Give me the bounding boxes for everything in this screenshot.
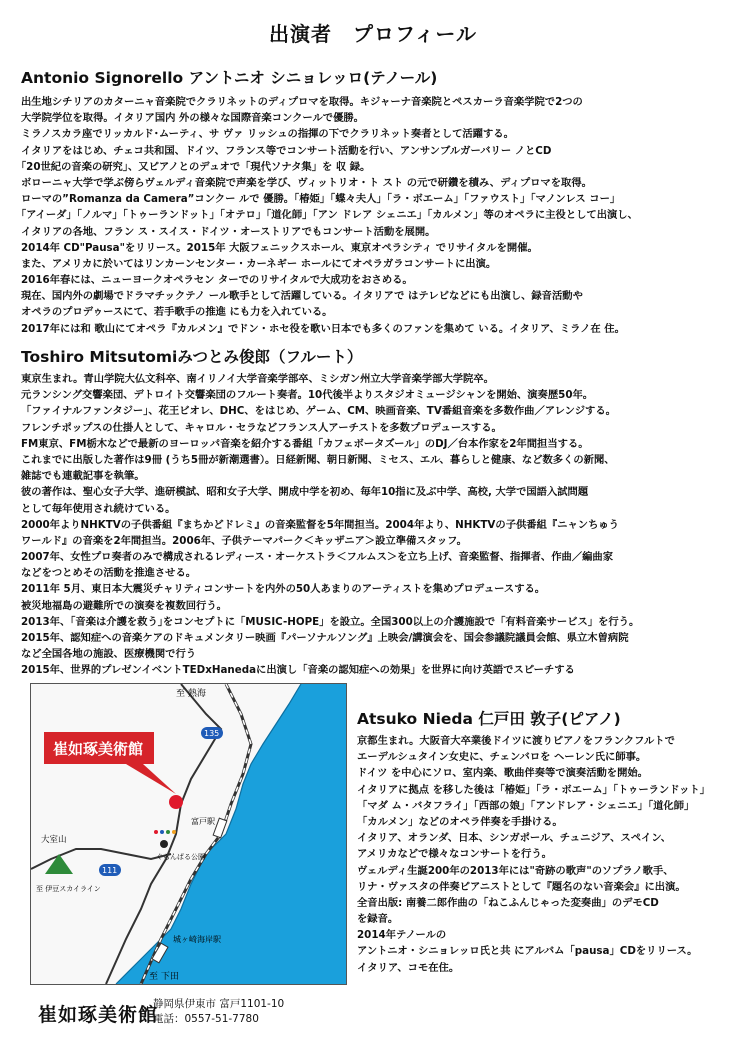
svg-text:富戸駅: 富戸駅 [191, 817, 215, 826]
bio-line: エーデルシュタイン女史に、チェンバロを ヘーレン氏に師事。 [357, 751, 647, 764]
svg-text:至 伊豆スカイライン: 至 伊豆スカイライン [36, 885, 101, 893]
bio-line: イタリアに拠点 を移した後は「椿姫」「ラ・ボエーム」「トゥーランドット」 [357, 783, 711, 796]
bio-line: などをつとめその活動を推進させる。 [21, 567, 197, 580]
bio-line: 2007年、女性プロ奏者のみで構成されるレディース・オーケストラ＜フルムス＞を立ち上げ、音楽監督、指揮者、作曲／編曲家 [21, 551, 613, 564]
bio-line: 雑誌でも連載記事を執筆。 [21, 470, 145, 483]
bio-line: ミラノスカラ座でリッカルド･ムーティ、サ ヴァ リッシュの指揮の下でクラリネット奏者として活躍する。 [21, 128, 514, 141]
svg-text:城ヶ崎海岸駅: 城ヶ崎海岸駅 [173, 935, 221, 944]
svg-text:大室山: 大室山 [41, 835, 67, 845]
bio-line: 大学院学位を取得。イタリア国内 外の様々な国際音楽コンクールで優勝。 [21, 112, 364, 125]
bio-line: ドイツ を中心にソロ、室内楽、歌曲伴奏等で演奏活動を開始。 [357, 767, 648, 780]
bio-line: 全音出版: 南養二郎作曲の「ねこふんじゃった変奏曲」のデモCD [357, 896, 659, 909]
bio-line: ボローニャ大学で学ぶ傍らヴェルディ音楽院で声楽を学び、ヴィットリオ・ト スト の元で研鑽を積み、ディプロマを取得。 [21, 176, 592, 189]
bio-line: 出生地シチリアのカターニャ音楽院でクラリネットのディプロマを取得。キジャーナ音楽院とペスカーラ音楽学院で2つの [21, 96, 583, 108]
bio-line: 2017年には和 歌山にてオペラ『カルメン』でドン・ホセ役を歌い日本でも多くのファンを集めて いる。イタリア、ミラノ在 住。 [21, 322, 625, 335]
bio-line: ヴェルディ生誕200年の2013年には"奇跡の歌声"のソプラノ歌手、 [357, 864, 674, 877]
bio-line: 2014年 CD"Pausa"をリリース。2015年 大阪フェニックスホール、東京オペラシティ でリサイタルを開催。 [21, 241, 538, 254]
footer-phone: 電話：0557-51-7780 [153, 1013, 259, 1025]
footer-venue-name: 崔如琢美術館 [38, 1004, 159, 1026]
bio-line: ｢アイーダ」｢ノルマ」｢トゥーランドット」｢オテロ」｢道化師」｢アン ドレア シェニエ」｢カルメン」等のオペラに主役として出演し、 [21, 209, 638, 222]
bio-line: イタリア、コモ在住。 [357, 961, 460, 974]
bio-line: を録音。 [357, 913, 399, 926]
svg-text:崔如琢美術館: 崔如琢美術館 [53, 740, 144, 758]
performer-bio-mitsutomi [21, 371, 639, 679]
footer-address: 静岡県伊東市 富戸1101-10 [153, 998, 285, 1010]
sea-area [116, 684, 346, 984]
bio-line: ローマの”Romanza da Camera”コンクー ルで 優勝。｢椿姫」「蝶々夫人」「ラ・ボエーム」「ファウスト」「マノンレス コー」 [21, 193, 621, 206]
bio-line: 被災地福島の避難所での演奏を複数回行う。 [21, 599, 227, 612]
bio-line: イタリア、オランダ、日本、シンガポール、チュニジア、スペイン、 [357, 832, 672, 845]
omuroyama-mountain [45, 854, 73, 874]
bio-line: 「ファイナルファンタジー」、花王ビオレ、DHC、をはじめ、ゲーム、CM、映画音楽、TV番組音楽を多数作曲／アレンジする。 [21, 405, 616, 418]
page-title: 出演者 プロフィール [269, 22, 477, 46]
svg-text:至 熱海: 至 熱海 [176, 689, 206, 699]
bio-line: これまでに出版した著作は9冊 (うち5冊が新潮選書）。日経新聞、朝日新聞、ミセス、エル、暮らしと健康、など数多くの新聞、 [21, 453, 615, 466]
bio-line: 2015年、認知症への音楽ケアのドキュメンタリー映画『パーソナルソング』上映会/講演会を、国会参議院議員会館、県立木曽病院 [21, 632, 629, 644]
bio-line: など全国各地の施設、医療機関で行う [21, 648, 197, 661]
bio-line: 2014年テノールの [357, 929, 447, 942]
bio-line: 元ランシング交響楽団、デトロイト交響楽団のフルート奏者。10代後半よりスタジオミュージシャンを開始、演奏歴50年。 [21, 389, 594, 402]
bio-line: アメリカなどで様々なコンサートを行う。 [357, 848, 552, 861]
venue-marker [169, 795, 183, 809]
svg-text:111: 111 [102, 866, 118, 875]
bio-line: リナ・ヴァスタの伴奏ピアニストとして『題名のない音楽会』に出演。 [357, 880, 686, 893]
svg-text:135: 135 [204, 729, 220, 738]
performer-bio-nieda [357, 733, 710, 976]
bio-line: ワールド』の音楽を2年間担当。2006年、子供テーマパーク＜キッザニア＞設立準備スタッフ。 [21, 534, 467, 547]
bio-line: オペラのプロデゥースにて、若手歌手の推進 にも力を入れている。 [21, 306, 333, 319]
bio-line: ｢20世紀の音楽の研究」、又ピアノとのデュオで「現代ソナタ集」を 収 録。 [21, 160, 371, 173]
bio-line: 東京生まれ。青山学院大仏文科卒、南イリノイ大学音楽学部卒、ミシガン州立大学音楽学部大学院卒。 [21, 373, 494, 385]
svg-text:至 下田: 至 下田 [149, 972, 179, 982]
bio-line: 2016年春には、ニューヨークオペラセン ターでのリサイタルで大成功をおさめる。 [21, 274, 413, 287]
performer-bio-signorello [21, 94, 638, 337]
bio-line: 「カルメン」などのオペラ伴奏を手掛ける。 [357, 815, 563, 828]
svg-text:ぐらんぱる公園: ぐらんぱる公園 [156, 853, 205, 861]
bio-line: 現在、国内外の劇場でドラマチックテノ ール歌手として活躍している。イタリアで はテレビなどにも出演し、録音活動や [21, 290, 583, 303]
bio-line: アントニオ・シニョレッロ氏と共 にアルバム「pausa」CDをリリース。 [357, 945, 698, 958]
footer-contact [153, 997, 284, 1027]
bio-line: FM東京、FM栃木などで最新のヨーロッパ音楽を紹介する番組「カフェボータズール」のDJ／台本作家を2年間担当する。 [21, 437, 589, 450]
bio-line: イタリアをはじめ、チェコ共和国、ドイツ、フランス等でコンサート活動を行い、アンサンブルガーバリー ノとCD [21, 144, 552, 157]
access-map [30, 683, 347, 985]
performer-name-signorello: Antonio Signorello アントニオ シニョレッロ(テノール) [21, 69, 438, 87]
bio-line: 2013年、｢音楽は介護を救う｣をコンセプトに「MUSIC-HOPE」を設立。全国300以上の介護施設で「有料音楽サービス」を行う。 [21, 615, 640, 628]
bio-line: 京都生まれ。大阪音大卒業後ドイツに渡りピアノをフランクフルトで [357, 735, 675, 747]
bio-line: フレンチポップスの仕掛人として、キャロル・セラなどフランス人アーチストを多数プロデュースする。 [21, 421, 502, 434]
bio-line: 彼の著作は、聖心女子大学、進研模試、昭和女子大学、開成中学を初め、毎年10指に及ぶ中学、高校, 大学で国語入試問題 [21, 486, 589, 499]
bio-line: 「マダ ム・バタフライ」「西部の娘」「アンドレア・シェニエ」「道化師」 [357, 799, 695, 812]
bio-line: 2011年 5月、東日本大震災チャリティコンサートを内外の50人あまりのアーティストを集めプロデュースする。 [21, 583, 546, 596]
bio-line: として毎年使用され続けている。 [21, 502, 176, 515]
performer-name-nieda: Atsuko Nieda 仁戸田 敦子(ピアノ) [357, 710, 621, 728]
bio-line: イタリアの各地、フラン ス・スイス・ドイツ・オーストリアでもコンサート活動を展開。 [21, 225, 436, 238]
bio-line: 2015年、世界的プレゼンイベントTEDxHanedaに出演し「音楽の認知症への効果」を世界に向け英語でスピーチする [21, 664, 575, 677]
performer-name-mitsutomi: Toshiro Mitsutomiみつとみ俊郎（フルート） [21, 348, 363, 366]
bio-line: 2000年よりNHKTVの子供番組『まちかどドレミ』の音楽監督を5年間担当。2004年より、NHKTVの子供番組『ニャンちゅう [21, 518, 619, 531]
bio-line: また、アメリカに於いてはリンカーンセンター・カーネギー ホールにてオペラガラコンサートに出演。 [21, 257, 497, 270]
